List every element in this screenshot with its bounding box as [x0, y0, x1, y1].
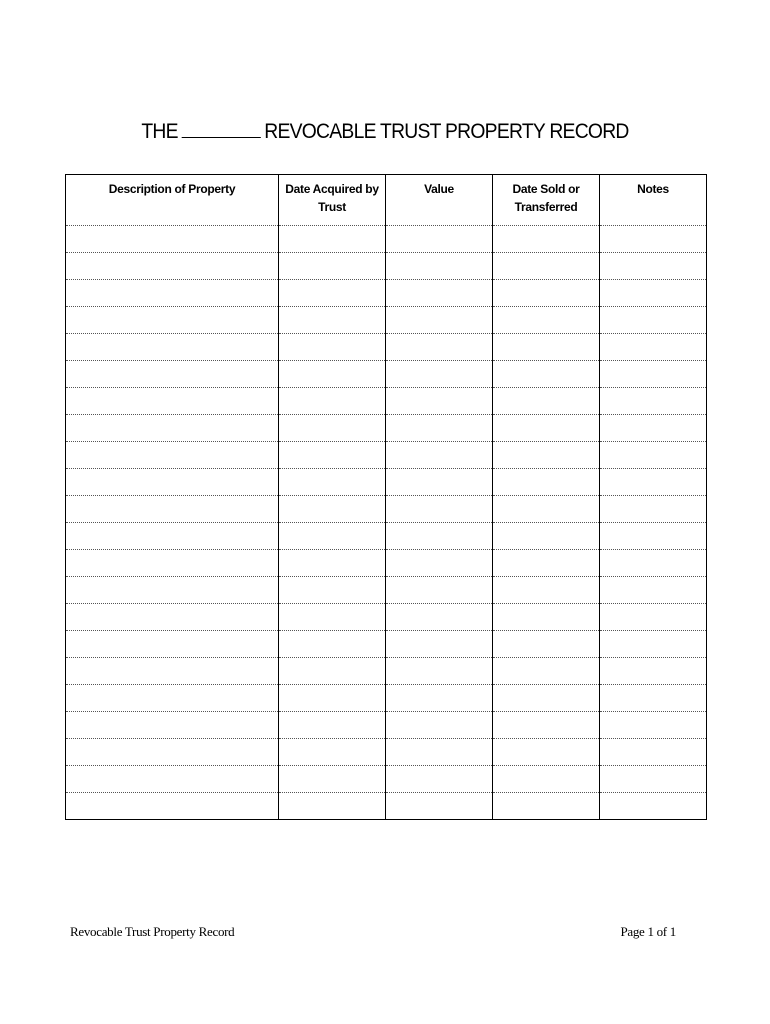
table-row [66, 793, 707, 820]
cell-value[interactable] [386, 604, 493, 631]
cell-value[interactable] [386, 658, 493, 685]
table-row [66, 523, 707, 550]
cell-date-acquired[interactable] [279, 658, 386, 685]
table-row [66, 685, 707, 712]
cell-value[interactable] [386, 334, 493, 361]
cell-notes[interactable] [600, 658, 707, 685]
cell-date-sold[interactable] [493, 685, 600, 712]
cell-value[interactable] [386, 496, 493, 523]
cell-value[interactable] [386, 361, 493, 388]
title-prefix: THE [141, 120, 178, 143]
cell-description[interactable] [66, 658, 279, 685]
cell-notes[interactable] [600, 577, 707, 604]
cell-notes[interactable] [600, 415, 707, 442]
cell-date-acquired[interactable] [279, 334, 386, 361]
cell-date-sold[interactable] [493, 604, 600, 631]
cell-notes[interactable] [600, 631, 707, 658]
cell-date-acquired[interactable] [279, 523, 386, 550]
table-row [66, 658, 707, 685]
cell-date-sold[interactable] [493, 523, 600, 550]
cell-date-acquired[interactable] [279, 388, 386, 415]
cell-description[interactable] [66, 523, 279, 550]
cell-description[interactable] [66, 226, 279, 253]
cell-description[interactable] [66, 307, 279, 334]
cell-value[interactable] [386, 226, 493, 253]
cell-date-sold[interactable] [493, 307, 600, 334]
cell-date-sold[interactable] [493, 415, 600, 442]
cell-date-acquired[interactable] [279, 631, 386, 658]
cell-date-sold[interactable] [493, 658, 600, 685]
cell-date-sold[interactable] [493, 712, 600, 739]
cell-date-sold[interactable] [493, 550, 600, 577]
title-suffix: REVOCABLE TRUST PROPERTY RECORD [264, 120, 629, 143]
cell-notes[interactable] [600, 496, 707, 523]
cell-date-acquired[interactable] [279, 226, 386, 253]
table-header-row [66, 175, 707, 226]
header-description-of-property: Description of Property [66, 175, 279, 226]
table-row [66, 442, 707, 469]
cell-date-sold[interactable] [493, 577, 600, 604]
cell-description[interactable] [66, 604, 279, 631]
cell-date-sold[interactable] [493, 388, 600, 415]
table-row [66, 550, 707, 577]
cell-description[interactable] [66, 550, 279, 577]
table-row [66, 226, 707, 253]
header-value: Value [386, 175, 493, 226]
cell-description[interactable] [66, 442, 279, 469]
cell-date-sold[interactable] [493, 496, 600, 523]
cell-date-acquired[interactable] [279, 361, 386, 388]
table-row [66, 253, 707, 280]
cell-description[interactable] [66, 631, 279, 658]
cell-value[interactable] [386, 388, 493, 415]
cell-date-acquired[interactable] [279, 496, 386, 523]
cell-notes[interactable] [600, 361, 707, 388]
cell-value[interactable] [386, 712, 493, 739]
cell-notes[interactable] [600, 685, 707, 712]
cell-notes[interactable] [600, 307, 707, 334]
cell-notes[interactable] [600, 226, 707, 253]
header-date-sold: Date Sold or Transferred [493, 175, 600, 226]
cell-date-sold[interactable] [493, 253, 600, 280]
header-date-acquired: Date Acquired by Trust [279, 175, 386, 226]
cell-notes[interactable] [600, 280, 707, 307]
table-row [66, 577, 707, 604]
cell-notes[interactable] [600, 604, 707, 631]
cell-date-acquired[interactable] [279, 253, 386, 280]
cell-value[interactable] [386, 577, 493, 604]
cell-date-acquired[interactable] [279, 577, 386, 604]
cell-value[interactable] [386, 685, 493, 712]
table-row [66, 766, 707, 793]
table-row [66, 739, 707, 766]
cell-description[interactable] [66, 712, 279, 739]
cell-date-sold[interactable] [493, 793, 600, 820]
cell-description[interactable] [66, 469, 279, 496]
cell-date-acquired[interactable] [279, 766, 386, 793]
cell-value[interactable] [386, 469, 493, 496]
cell-date-acquired[interactable] [279, 280, 386, 307]
cell-date-sold[interactable] [493, 469, 600, 496]
property-record-table [65, 174, 707, 820]
cell-notes[interactable] [600, 739, 707, 766]
table-row [66, 469, 707, 496]
header-notes: Notes [600, 175, 707, 226]
cell-description[interactable] [66, 280, 279, 307]
cell-date-sold[interactable] [493, 334, 600, 361]
cell-date-sold[interactable] [493, 766, 600, 793]
cell-description[interactable] [66, 415, 279, 442]
cell-date-sold[interactable] [493, 739, 600, 766]
cell-value[interactable] [386, 631, 493, 658]
cell-date-acquired[interactable] [279, 793, 386, 820]
cell-value[interactable] [386, 766, 493, 793]
cell-date-acquired[interactable] [279, 550, 386, 577]
table-body [66, 226, 707, 820]
cell-description[interactable] [66, 577, 279, 604]
cell-value[interactable] [386, 415, 493, 442]
table-row [66, 334, 707, 361]
cell-date-acquired[interactable] [279, 712, 386, 739]
cell-description[interactable] [66, 334, 279, 361]
cell-value[interactable] [386, 793, 493, 820]
cell-value[interactable] [386, 280, 493, 307]
table-row [66, 415, 707, 442]
table-row [66, 712, 707, 739]
cell-date-sold[interactable] [493, 631, 600, 658]
cell-date-sold[interactable] [493, 280, 600, 307]
table-row [66, 280, 707, 307]
cell-date-sold[interactable] [493, 361, 600, 388]
trust-name-blank[interactable] [181, 120, 260, 138]
cell-notes[interactable] [600, 766, 707, 793]
cell-date-acquired[interactable] [279, 604, 386, 631]
cell-date-sold[interactable] [493, 226, 600, 253]
table-row [66, 388, 707, 415]
cell-date-acquired[interactable] [279, 739, 386, 766]
cell-date-acquired[interactable] [279, 307, 386, 334]
cell-value[interactable] [386, 550, 493, 577]
cell-notes[interactable] [600, 793, 707, 820]
cell-description[interactable] [66, 739, 279, 766]
table-row [66, 496, 707, 523]
table-row [66, 361, 707, 388]
cell-value[interactable] [386, 442, 493, 469]
footer-document-name: Revocable Trust Property Record [70, 924, 235, 939]
cell-description[interactable] [66, 793, 279, 820]
cell-notes[interactable] [600, 442, 707, 469]
cell-description[interactable] [66, 361, 279, 388]
cell-notes[interactable] [600, 388, 707, 415]
table-row [66, 307, 707, 334]
cell-date-sold[interactable] [493, 442, 600, 469]
cell-date-acquired[interactable] [279, 442, 386, 469]
cell-notes[interactable] [600, 712, 707, 739]
cell-date-acquired[interactable] [279, 469, 386, 496]
cell-description[interactable] [66, 253, 279, 280]
cell-value[interactable] [386, 739, 493, 766]
cell-date-acquired[interactable] [279, 415, 386, 442]
cell-value[interactable] [386, 307, 493, 334]
cell-description[interactable] [66, 685, 279, 712]
cell-notes[interactable] [600, 253, 707, 280]
cell-value[interactable] [386, 523, 493, 550]
cell-description[interactable] [66, 496, 279, 523]
cell-value[interactable] [386, 253, 493, 280]
table-row [66, 631, 707, 658]
cell-notes[interactable] [600, 523, 707, 550]
footer-page-number: Page 1 of 1 [620, 924, 676, 939]
table-row [66, 604, 707, 631]
cell-date-acquired[interactable] [279, 685, 386, 712]
cell-notes[interactable] [600, 550, 707, 577]
cell-notes[interactable] [600, 469, 707, 496]
document-title [31, 120, 739, 144]
cell-notes[interactable] [600, 334, 707, 361]
cell-description[interactable] [66, 388, 279, 415]
cell-description[interactable] [66, 766, 279, 793]
